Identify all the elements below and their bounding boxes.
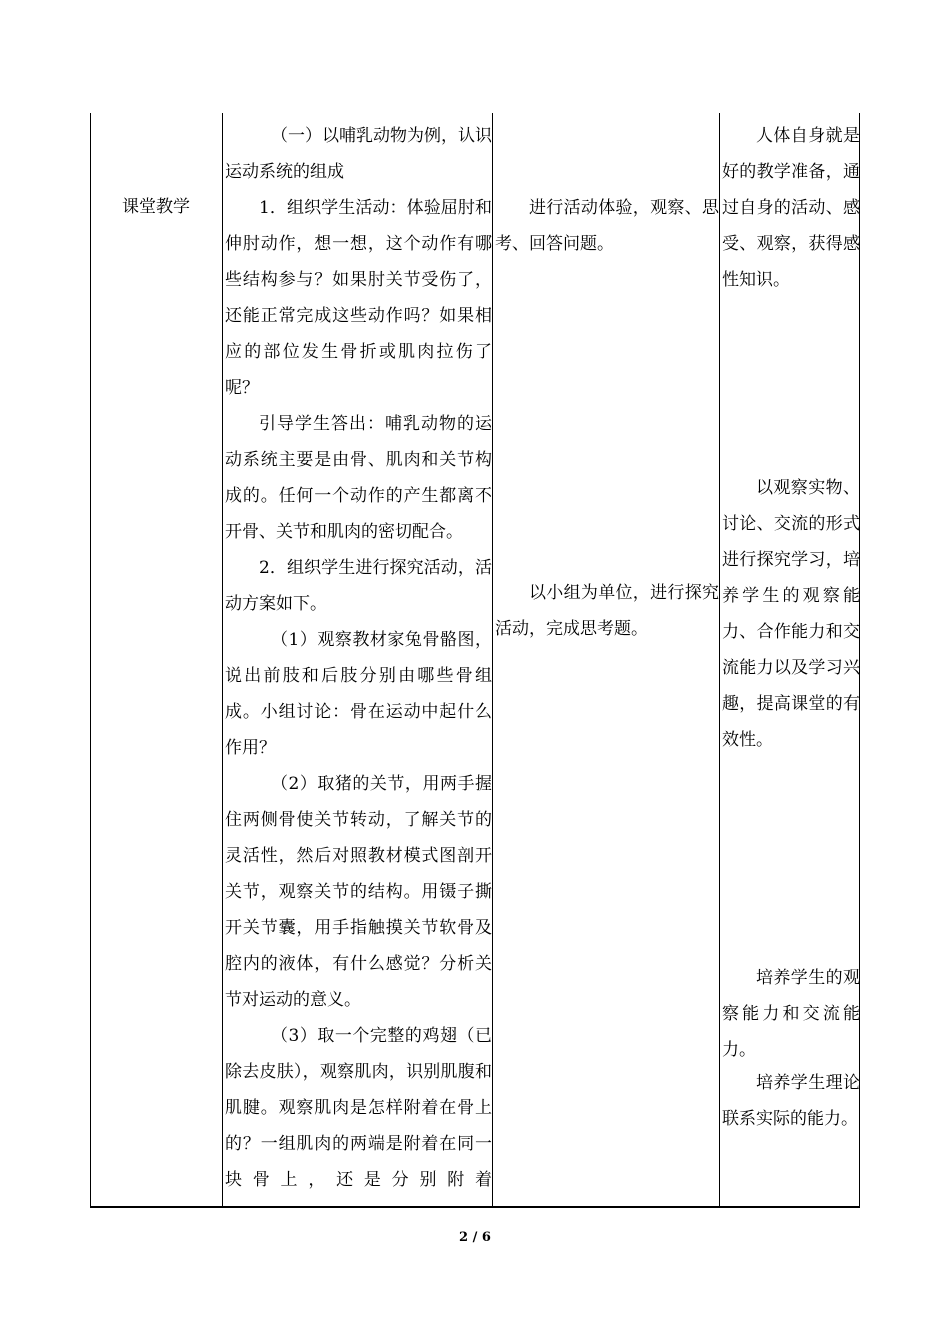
table-border-bottom (90, 1206, 860, 1208)
design-intent-4: 培养学生理论联系实际的能力。 (722, 1073, 860, 1129)
design-intent-2: 以观察实物、讨论、交流的形式进行探究学习，培养学生的观察能力、合作能力和交流能力以及学习兴趣，提高课堂的有效性。 (722, 478, 860, 750)
page-number: 2 / 6 (459, 1230, 491, 1245)
teacher-paragraph: （1）观察教材家兔骨骼图，说出前肢和后肢分别由哪些骨组成。小组讨论：骨在运动中起什么作用？ (225, 630, 492, 758)
teacher-activity-cell (225, 118, 492, 1198)
teacher-paragraph: 1．组织学生活动：体验屈肘和伸肘动作，想一想，这个动作有哪些结构参与？如果肘关节受伤了，还能正常完成这些动作吗？如果相应的部位发生骨折或肌肉拉伤了呢？ (225, 198, 492, 398)
column-divider (719, 113, 720, 1208)
section-heading: （一）以哺乳动物为例，认识运动系统的组成 (225, 126, 492, 182)
lesson-table (90, 113, 860, 1208)
table-border-left (90, 113, 91, 1208)
teacher-paragraph: 2．组织学生进行探究活动，活动方案如下。 (225, 558, 492, 614)
teacher-paragraph: 引导学生答出：哺乳动物的运动系统主要是由骨、肌肉和关节构成的。任何一个动作的产生都离不开骨、关节和肌肉的密切配合。 (225, 414, 492, 542)
student-activity-2: 以小组为单位，进行探究活动，完成思考题。 (495, 583, 719, 639)
design-intent-1: 人体自身就是好的教学准备，通过自身的活动、感受、观察，获得感性知识。 (722, 126, 860, 290)
column-divider (222, 113, 223, 1208)
student-activity-1: 进行活动体验，观察、思考、回答问题。 (495, 198, 719, 254)
design-intent-3: 培养学生的观察能力和交流能力。 (722, 968, 860, 1060)
column-divider (492, 113, 493, 1208)
teacher-paragraph: （2）取猪的关节，用两手握住两侧骨使关节转动，了解关节的灵活性，然后对照教材模式图剖开关节，观察关节的结构。用镊子撕开关节囊，用手指触摸关节软骨及腔内的液体，有什么感觉？分析关节对运动的意义。 (225, 774, 492, 1010)
stage-cell (90, 189, 222, 225)
stage-label: 课堂教学 (122, 197, 190, 217)
teacher-paragraph: （3）取一个完整的鸡翅（已除去皮肤），观察肌肉，识别肌腹和肌腱。观察肌肉是怎样附着在骨上的？一组肌肉的两端是附着在同一块骨上，还是分别附着 (225, 1026, 492, 1190)
